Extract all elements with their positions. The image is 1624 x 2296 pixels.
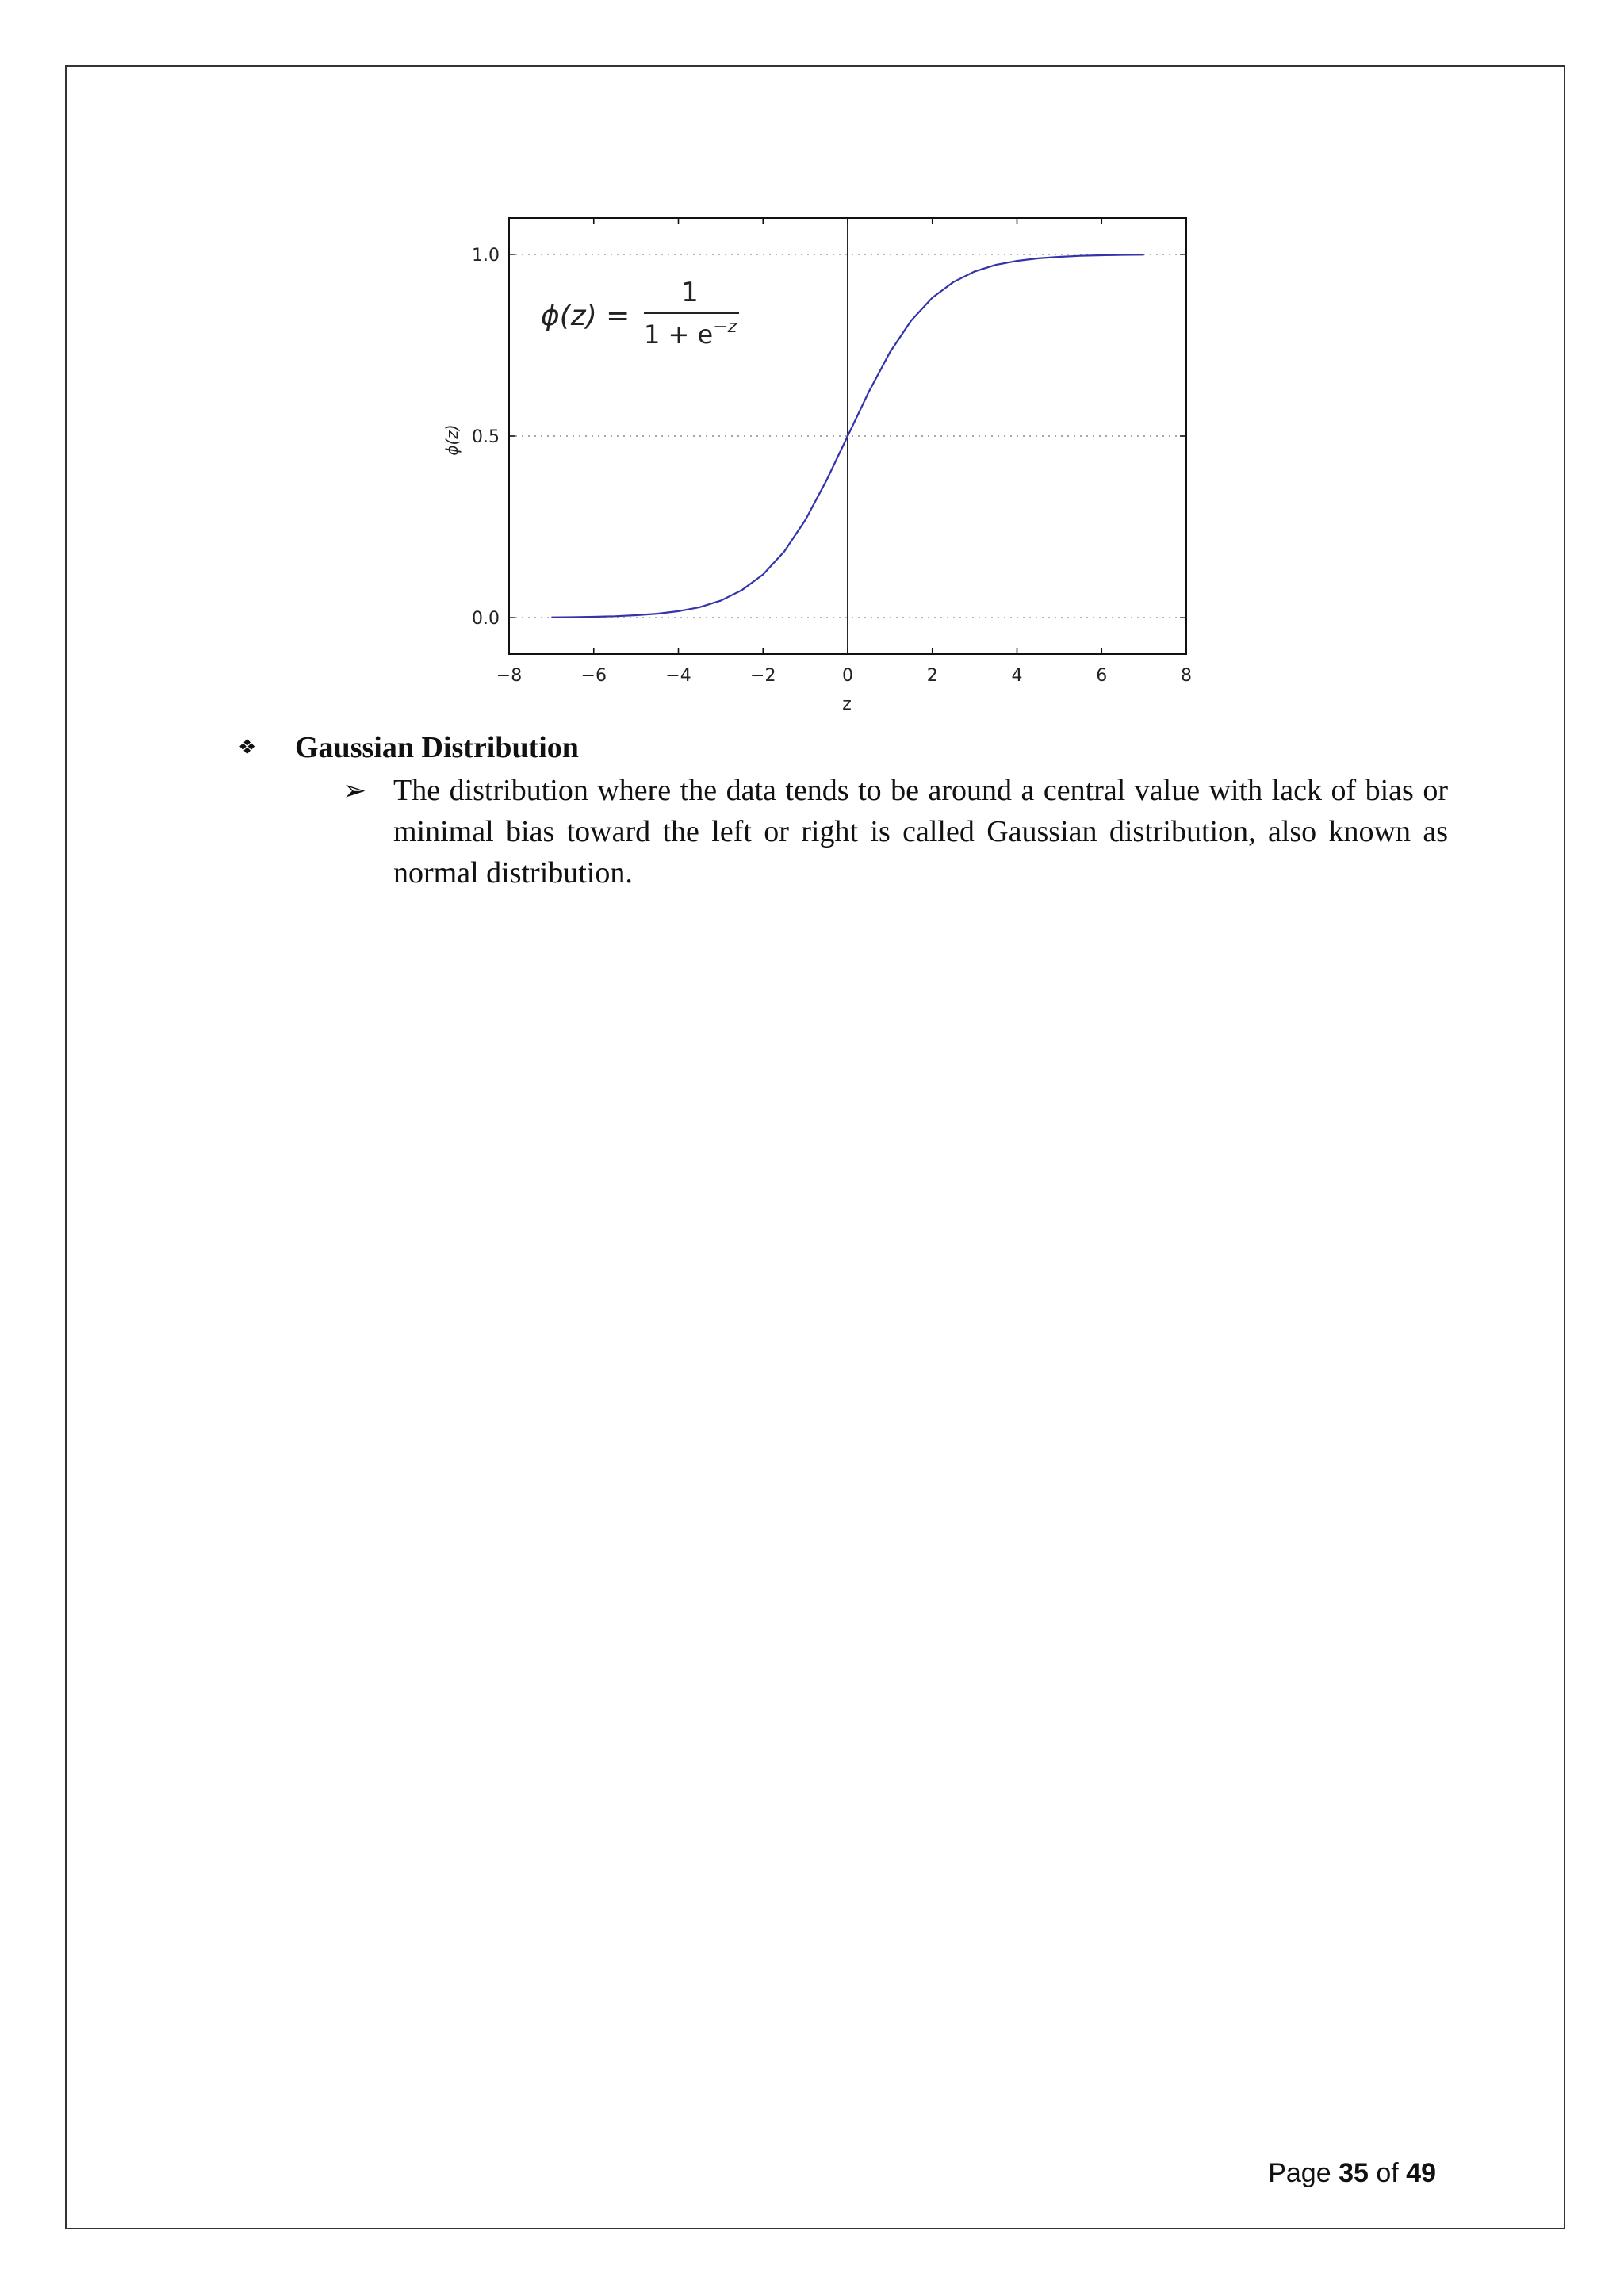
formula bbox=[541, 277, 739, 350]
y-tick-label: 0.5 bbox=[472, 427, 500, 447]
y-tick-label: 0.0 bbox=[472, 609, 500, 629]
total-pages: 49 bbox=[1406, 2158, 1436, 2188]
sigmoid-chart bbox=[428, 202, 1205, 718]
heading-row bbox=[238, 727, 1451, 768]
page-word: Page bbox=[1268, 2158, 1331, 2188]
denominator-base: 1 + e bbox=[644, 320, 714, 350]
formula-denominator bbox=[644, 317, 737, 350]
page-number bbox=[1268, 2158, 1436, 2189]
x-tick-label: 2 bbox=[926, 666, 938, 686]
x-tick-label: 0 bbox=[842, 666, 853, 686]
y-tick-label: 1.0 bbox=[472, 245, 500, 266]
section-heading: Gaussian Distribution bbox=[295, 731, 579, 764]
formula-numerator: 1 bbox=[681, 277, 699, 308]
sigmoid-figure bbox=[428, 202, 1205, 718]
x-tick-label: −8 bbox=[496, 666, 523, 686]
formula-lhs: ϕ(z) = bbox=[541, 300, 630, 332]
paragraph-row bbox=[343, 770, 1451, 894]
diamond-bullet-icon: ❖ bbox=[238, 736, 257, 759]
x-tick-label: 4 bbox=[1011, 666, 1023, 686]
current-page: 35 bbox=[1339, 2158, 1369, 2188]
x-tick-label: −6 bbox=[580, 666, 607, 686]
x-tick-label: −4 bbox=[665, 666, 691, 686]
x-tick-label: 8 bbox=[1181, 666, 1192, 686]
section-paragraph: The distribution where the data tends to be around a central value with lack of bias or minimal bias toward the left or right is called Gaussian distribution, also known as normal distribution. bbox=[393, 774, 1448, 890]
y-axis-label: ϕ(z) bbox=[442, 424, 462, 456]
arrow-bullet-icon: ➢ bbox=[343, 775, 367, 806]
x-axis-label: z bbox=[842, 695, 852, 714]
x-tick-label: 6 bbox=[1096, 666, 1108, 686]
denominator-exponent: −z bbox=[713, 317, 737, 337]
gaussian-section bbox=[238, 727, 1451, 894]
x-tick-label: −2 bbox=[750, 666, 776, 686]
of-word: of bbox=[1376, 2158, 1399, 2188]
